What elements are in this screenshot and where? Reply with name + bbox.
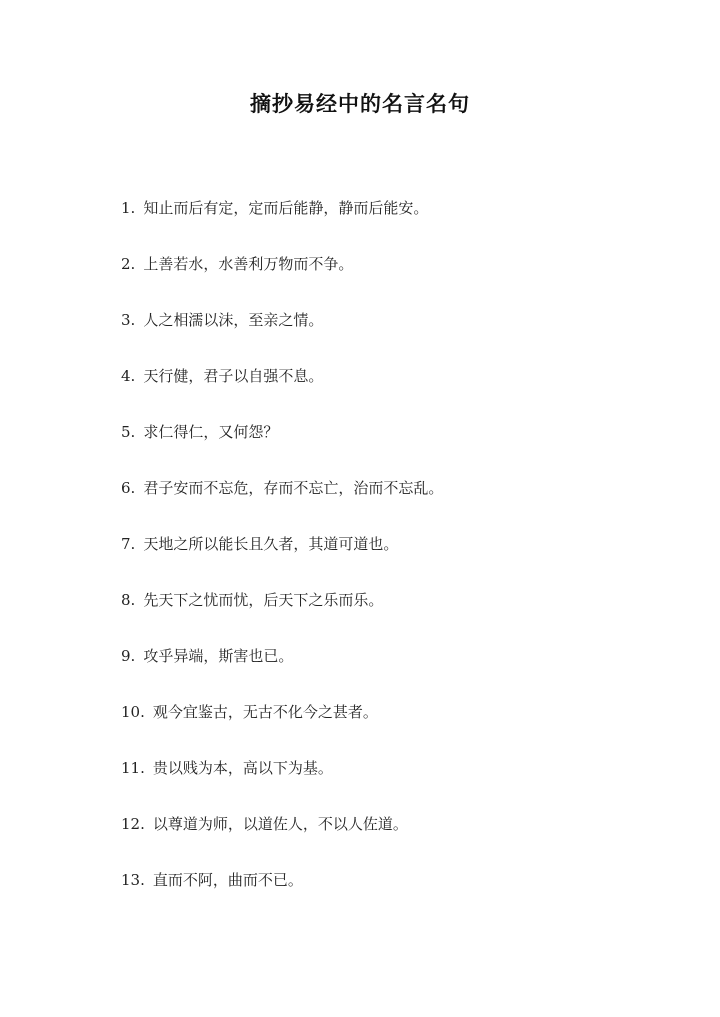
quote-item bbox=[121, 310, 443, 366]
quote-number: 13. bbox=[121, 871, 145, 889]
quote-text: 知止而后有定，定而后能静，静而后能安。 bbox=[143, 199, 429, 217]
quote-text: 求仁得仁，又何怨？ bbox=[143, 423, 279, 441]
quote-number: 2. bbox=[121, 255, 136, 273]
quote-item bbox=[121, 870, 443, 926]
quote-text: 天地之所以能长且久者，其道可道也。 bbox=[143, 535, 399, 553]
quote-number: 3. bbox=[121, 311, 136, 329]
quote-number: 7. bbox=[121, 535, 136, 553]
quote-item bbox=[121, 534, 443, 590]
quote-text: 以尊道为师，以道佐人，不以人佐道。 bbox=[152, 815, 408, 833]
quote-text: 先天下之忧而忧，后天下之乐而乐。 bbox=[143, 591, 384, 609]
quote-item bbox=[121, 814, 443, 870]
quote-number: 4. bbox=[121, 367, 136, 385]
quote-number: 9. bbox=[121, 647, 136, 665]
quote-item bbox=[121, 198, 443, 254]
quote-list bbox=[121, 198, 443, 926]
quote-number: 1. bbox=[121, 199, 136, 217]
quote-text: 上善若水，水善利万物而不争。 bbox=[143, 255, 354, 273]
quote-item bbox=[121, 590, 443, 646]
quote-item bbox=[121, 478, 443, 534]
quote-text: 贵以贱为本，高以下为基。 bbox=[152, 759, 333, 777]
quote-item bbox=[121, 702, 443, 758]
quote-text: 天行健，君子以自强不息。 bbox=[143, 367, 324, 385]
quote-item bbox=[121, 422, 443, 478]
quote-text: 攻乎异端，斯害也已。 bbox=[143, 647, 294, 665]
quote-text: 人之相濡以沫，至亲之情。 bbox=[143, 311, 324, 329]
quote-number: 8. bbox=[121, 591, 136, 609]
quote-item bbox=[121, 254, 443, 310]
quote-text: 直而不阿，曲而不已。 bbox=[152, 871, 303, 889]
quote-item bbox=[121, 758, 443, 814]
quote-text: 观今宜鉴古，无古不化今之甚者。 bbox=[152, 703, 378, 721]
quote-text: 君子安而不忘危，存而不忘亡，治而不忘乱。 bbox=[143, 479, 444, 497]
quote-number: 10. bbox=[121, 703, 145, 721]
quote-item bbox=[121, 366, 443, 422]
quote-number: 5. bbox=[121, 423, 136, 441]
quote-number: 11. bbox=[121, 759, 145, 777]
page-title: 摘抄易经中的名言名句 bbox=[250, 91, 470, 116]
quote-item bbox=[121, 646, 443, 702]
quote-number: 6. bbox=[121, 479, 136, 497]
quote-number: 12. bbox=[121, 815, 145, 833]
